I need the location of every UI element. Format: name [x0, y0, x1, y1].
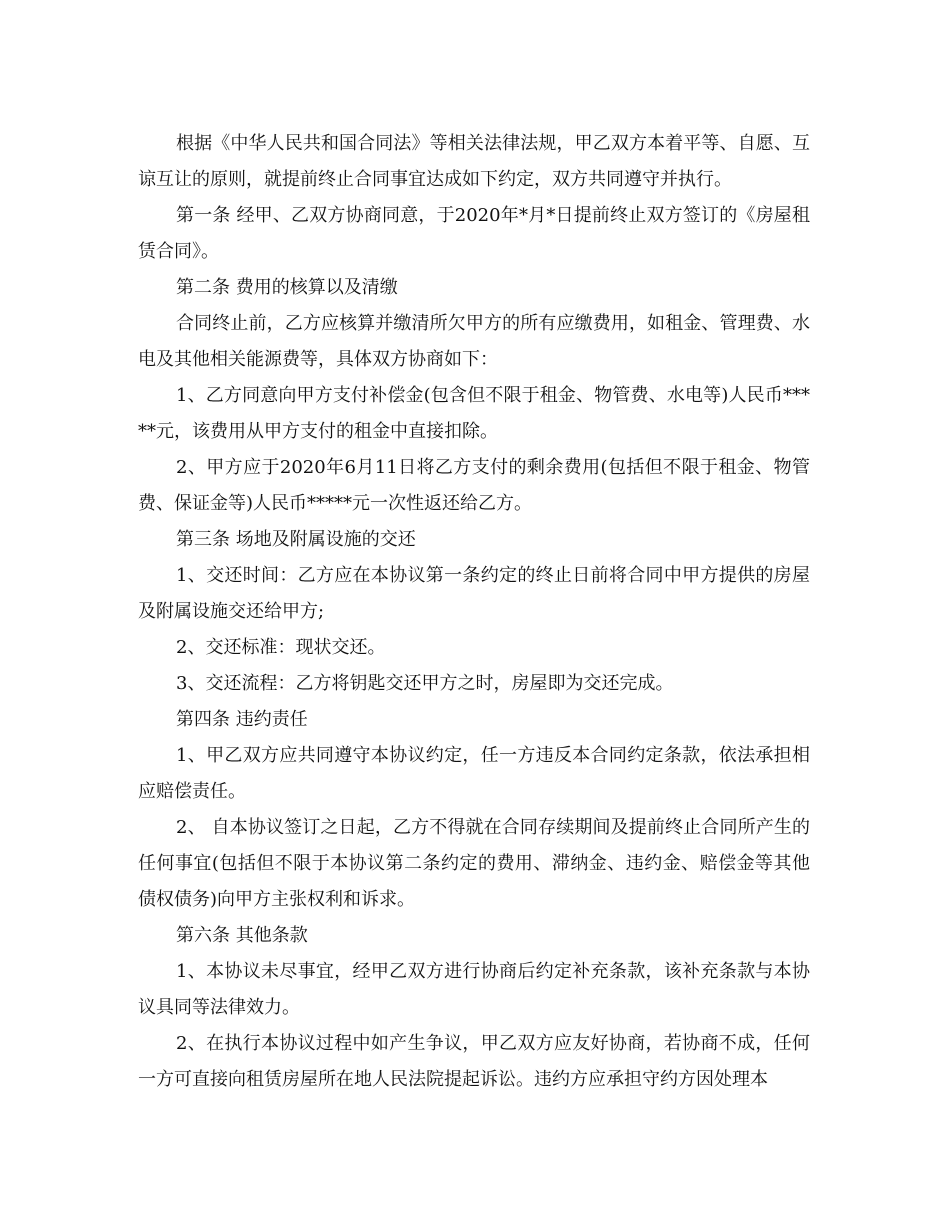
article-6-heading: 第六条 其他条款: [176, 925, 308, 946]
article-4-item-2: 2、 自本协议签订之日起，乙方不得就在合同存续期间及提前终止合同所产生的任何事宜(包括但不限于本协议第二条约定的费用、滞纳金、违约金、赔偿金等其他债权债务)向甲方主张权利和诉求。: [138, 817, 810, 910]
article-3-item-3: 3、交还流程：乙方将钥匙交还甲方之时，房屋即为交还完成。: [176, 673, 674, 694]
preamble-paragraph: 根据《中华人民共和国合同法》等相关法律法规，甲乙双方本着平等、自愿、互谅互让的原则，就提前终止合同事宜达成如下约定，双方共同遵守并执行。: [138, 133, 810, 190]
article-4-item-1: 1、甲乙双方应共同遵守本协议约定，任一方违反本合同约定条款，依法承担相应赔偿责任。: [138, 745, 810, 802]
article-3-item-2: 2、交还标准：现状交还。: [176, 637, 386, 658]
article-6-item-1: 1、本协议未尽事宜，经甲乙双方进行协商后约定补充条款，该补充条款与本协议具同等法律效力。: [138, 961, 810, 1018]
article-2-item-2: 2、甲方应于2020年6月11日将乙方支付的剩余费用(包括但不限于租金、物管费、保证金等)人民币*****元一次性返还给乙方。: [138, 457, 810, 514]
document-body: [138, 126, 810, 1098]
article-1-paragraph: 第一条 经甲、乙双方协商同意，于2020年*月*日提前终止双方签订的《房屋租赁合同》。: [138, 205, 810, 262]
article-6-item-2: 2、在执行本协议过程中如产生争议，甲乙双方应友好协商，若协商不成，任何一方可直接向租赁房屋所在地人民法院提起诉讼。违约方应承担守约方因处理本: [138, 1033, 810, 1090]
article-2-intro-paragraph: 合同终止前，乙方应核算并缴清所欠甲方的所有应缴费用，如租金、管理费、水电及其他相关能源费等，具体双方协商如下：: [138, 313, 810, 370]
article-3-heading: 第三条 场地及附属设施的交还: [176, 529, 416, 550]
article-2-heading: 第二条 费用的核算以及清缴: [176, 277, 398, 298]
article-4-heading: 第四条 违约责任: [176, 709, 308, 730]
article-3-item-1: 1、交还时间：乙方应在本协议第一条约定的终止日前将合同中甲方提供的房屋及附属设施交还给甲方;: [138, 565, 810, 622]
article-2-item-1: 1、乙方同意向甲方支付补偿金(包含但不限于租金、物管费、水电等)人民币*****元，该费用从甲方支付的租金中直接扣除。: [138, 385, 810, 442]
